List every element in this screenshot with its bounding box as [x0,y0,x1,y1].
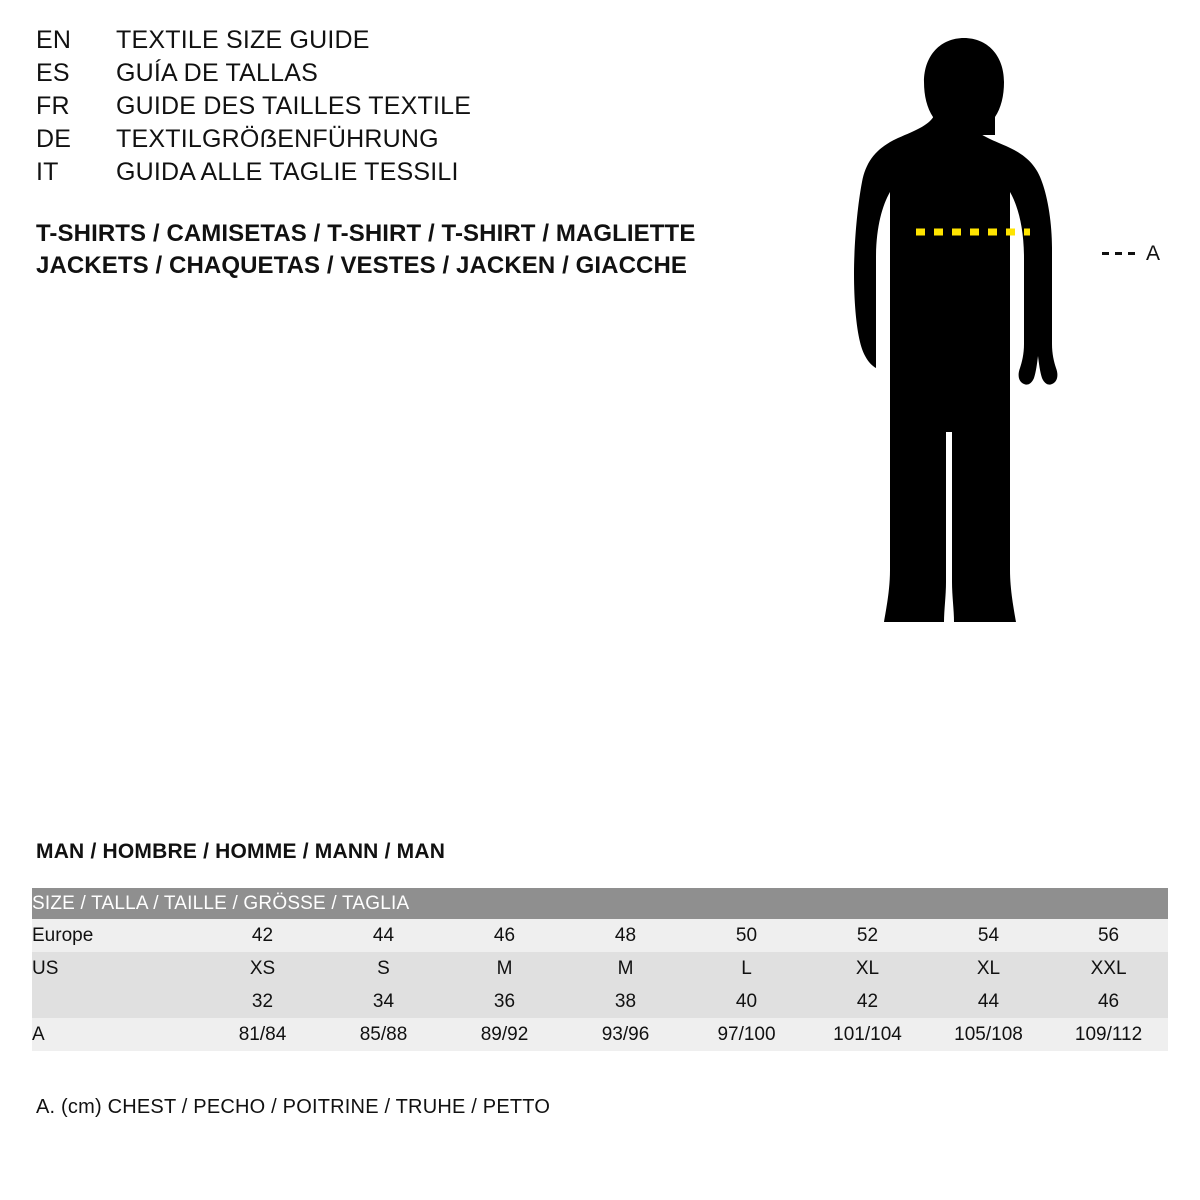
cell-value: 38 [565,985,686,1018]
cell-value: 34 [323,985,444,1018]
cell-value: 46 [1049,985,1168,1018]
cell-value: XS [202,952,323,985]
language-title: TEXTILGRÖẞENFÜHRUNG [116,125,439,153]
cell-value: 40 [686,985,807,1018]
cell-value: L [686,952,807,985]
cell-value: 42 [807,985,928,1018]
cell-value: XL [928,952,1049,985]
body-silhouette-icon [854,38,1057,622]
cell-value: 52 [807,919,928,952]
size-table [32,888,1168,1051]
language-code: FR [36,92,70,120]
category-tshirts: T-SHIRTS / CAMISETAS / T-SHIRT / T-SHIRT / MAGLIETTE [36,220,696,247]
cell-value: 36 [444,985,565,1018]
cell-value: 44 [323,919,444,952]
language-header-block [36,28,736,193]
section-title-man: MAN / HOMBRE / HOMME / MANN / MAN [36,840,446,863]
language-row [36,28,736,53]
language-title: TEXTILE SIZE GUIDE [116,26,370,54]
language-row [36,127,736,152]
cell-value: 109/112 [1049,1018,1168,1051]
cell-value: 50 [686,919,807,952]
language-title: GUIDE DES TAILLES TEXTILE [116,92,472,120]
measure-leader-dashes [1102,252,1138,255]
male-silhouette-figure [820,20,1180,790]
language-code: DE [36,125,72,153]
table-row [32,952,1168,985]
cell-value: 48 [565,919,686,952]
cell-value: 54 [928,919,1049,952]
table-row [32,919,1168,952]
table-row [32,1018,1168,1051]
garment-category-block [36,218,796,282]
cell-value: 81/84 [202,1018,323,1051]
cell-value: M [565,952,686,985]
cell-value: 101/104 [807,1018,928,1051]
cell-value: 97/100 [686,1018,807,1051]
language-title: GUIDA ALLE TAGLIE TESSILI [116,158,459,186]
row-label [32,985,202,1018]
measure-label-a: A [1146,242,1161,265]
row-label: Europe [32,919,202,952]
cell-value: XL [807,952,928,985]
cell-value: 105/108 [928,1018,1049,1051]
cell-value: 89/92 [444,1018,565,1051]
language-row [36,160,736,185]
language-title: GUÍA DE TALLAS [116,59,318,87]
cell-value: 46 [444,919,565,952]
silhouette-svg [820,20,1180,790]
cell-value: 85/88 [323,1018,444,1051]
row-label: US [32,952,202,985]
table-row [32,985,1168,1018]
cell-value: XXL [1049,952,1168,985]
language-row [36,94,736,119]
row-label: A [32,1018,202,1051]
cell-value: M [444,952,565,985]
language-code: IT [36,158,59,186]
cell-value: 32 [202,985,323,1018]
table-header-label: SIZE / TALLA / TAILLE / GRÖSSE / TAGLIA [32,888,1168,919]
cell-value: 93/96 [565,1018,686,1051]
cell-value: 44 [928,985,1049,1018]
footnote-chest: A. (cm) CHEST / PECHO / POITRINE / TRUHE / PETTO [36,1096,551,1118]
cell-value: 42 [202,919,323,952]
cell-value: 56 [1049,919,1168,952]
language-row [36,61,736,86]
category-jackets: JACKETS / CHAQUETAS / VESTES / JACKEN / GIACCHE [36,252,688,280]
language-code: ES [36,59,70,87]
cell-value: S [323,952,444,985]
language-code: EN [36,26,72,54]
table-header-row [32,888,1168,919]
